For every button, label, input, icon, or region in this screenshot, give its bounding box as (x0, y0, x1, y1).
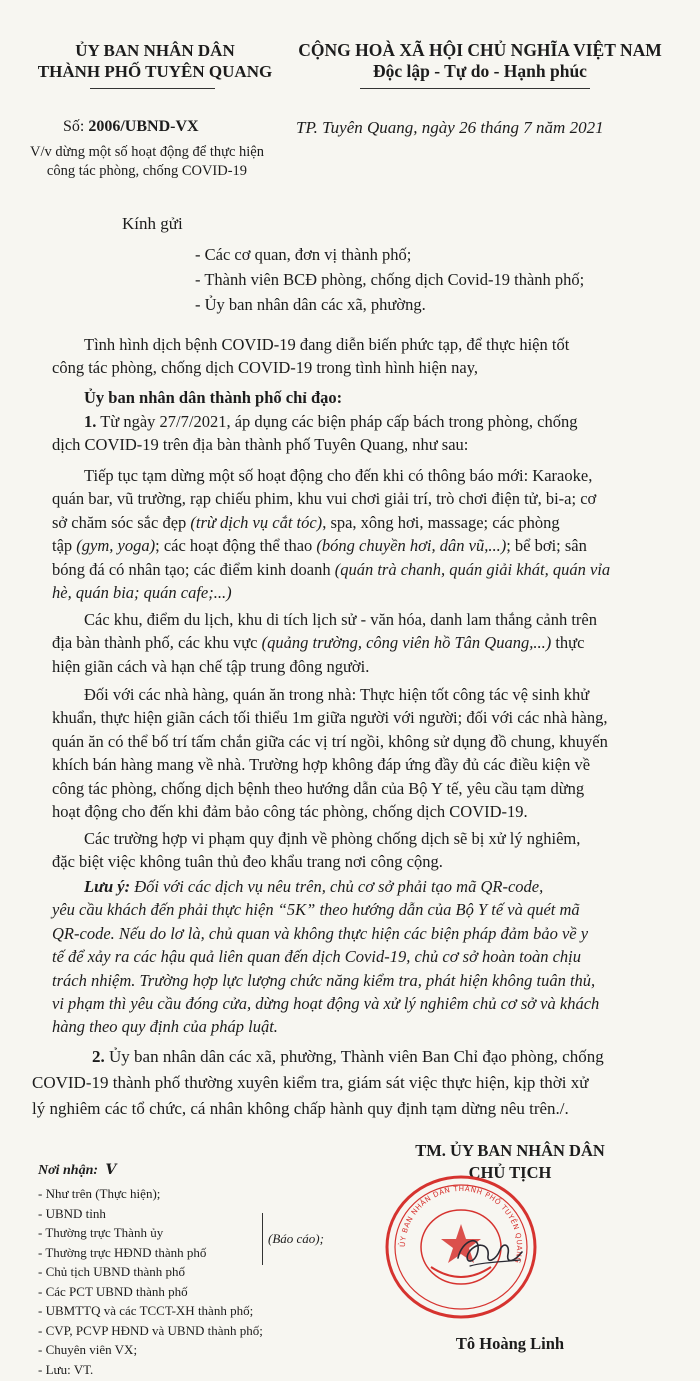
item-1: 1. Từ ngày 27/7/2021, áp dụng các biện pháp cấp bách trong phòng, chống dịch COVID-19 trên địa bàn thành phố Tuyên Quang, như sau: (52, 412, 578, 455)
issuing-agency (30, 40, 280, 82)
greeting: Kính gửi (122, 214, 183, 233)
check-mark: V (105, 1162, 117, 1178)
recipient: - UBND tỉnh (38, 1205, 106, 1221)
item-2: 2. Ủy ban nhân dân các xã, phường, Thành viên Ban Chỉ đạo phòng, chống COVID-19 thành phố thường xuyên kiểm tra, giám sát việc thực hiện, kịp thời xử lý nghiêm các tổ chức, cá nhân không chấp hành quy định tạm dừng nêu trên./. (32, 1047, 604, 1118)
agency-line-1: ỦY BAN NHÂN DÂN (75, 41, 235, 60)
recipient: - Thường trực Thành ủy (38, 1225, 164, 1240)
recipient: - Chuyên viên VX; (38, 1342, 138, 1357)
agency-underline (90, 88, 215, 89)
signature-title-1: TM. ỦY BAN NHÂN DÂN (415, 1141, 605, 1160)
addressee: - Các cơ quan, đơn vị thành phố; (195, 245, 412, 264)
item-1-number: 1. (84, 412, 97, 431)
recipient: - Lưu: VT. (38, 1361, 94, 1377)
national-motto (270, 40, 690, 82)
document-number-value: 2006/UBND-VX (88, 118, 199, 135)
restaurants-paragraph: Đối với các nhà hàng, quán ăn trong nhà: Thực hiện tốt công tác vệ sinh khử khuẩn, thực hiện giãn cách tối thiểu 1m giữa người với người; đối với các nhà hàng, quán ăn có thể bố trí tấm chắn giữa các vị trí ngồi, không sử dụng đồ chung, khuyến khích bán hàng mang về nhà. Trường hợp không đáp ứng đầy đủ các điều kiện về công tác phòng, chống dịch bệnh theo hướng dẫn của Bộ Y tế, yêu cầu tạm dừng hoạt động cho đến khi đảm bảo công tác phòng, chống dịch COVID-19. (52, 685, 608, 822)
addressee-list (195, 242, 584, 317)
signer-name: Tô Hoàng Linh (455, 1334, 565, 1353)
seal-text: ỦY BAN NHÂN DÂN THÀNH PHỐ TUYÊN QUANG (397, 1183, 525, 1265)
nation-line-2: Độc lập - Tự do - Hạnh phúc (373, 61, 587, 81)
addressee: - Thành viên BCĐ phòng, chống dịch Covid-19 thành phố; (195, 270, 585, 289)
violations-paragraph: Các trường hợp vi phạm quy định về phòng chống dịch sẽ bị xử lý nghiêm, đặc biệt việc không tuân thủ đeo khẩu trang nơi công cộng. (52, 829, 581, 872)
subject-line-2: công tác phòng, chống COVID-19 (46, 163, 248, 179)
place-and-date: TP. Tuyên Quang, ngày 26 tháng 7 năm 2021 (296, 118, 604, 137)
recipient: - UBMTTQ và các TCCT-XH thành phố; (38, 1303, 254, 1318)
report-note: (Báo cáo); (268, 1231, 324, 1246)
handwritten-signature-icon (450, 1220, 530, 1280)
document-number-label: Số: (63, 118, 85, 135)
suspended-activities-paragraph: Tiếp tục tạm dừng một số hoạt động cho đến khi có thông báo mới: Karaoke, quán bar, vũ trường, rạp chiếu phim, khu vui chơi giải trí, trò chơi điện tử, bi-a; cơ sở chăm sóc sắc đẹp (trừ dịch vụ cắt tóc), spa, xông hơi, massage; các phòng tập (gym, yoga); các hoạt động thể thao (bóng chuyền hơi, dân vũ,...); bể bơi; sân bóng đá có nhân tạo; các điểm kinh doanh (quán trà chanh, quán giải khát, quán vỉa hè, quán bia; quán cafe;...) (52, 466, 611, 603)
document-number (63, 118, 199, 136)
tourism-paragraph: Các khu, điểm du lịch, khu di tích lịch sử - văn hóa, danh lam thắng cảnh trên địa bàn thành phố, các khu vực (quảng trường, công viên hồ Tân Quang,...) thực hiện giãn cách và hạn chế tập trung đông người. (52, 610, 597, 676)
addressee: - Ủy ban nhân dân các xã, phường. (195, 295, 426, 314)
recipient: - Các PCT UBND thành phố (38, 1283, 188, 1299)
recipient: - Như trên (Thực hiện); (38, 1186, 161, 1201)
item-2-number: 2. (92, 1047, 105, 1066)
note-label: Lưu ý: (84, 877, 131, 896)
recipients-list (38, 1184, 263, 1379)
motto-underline (360, 88, 590, 89)
agency-line-2: THÀNH PHỐ TUYÊN QUANG (37, 62, 273, 81)
subject-line-1: V/v dừng một số hoạt động để thực hiện (30, 144, 264, 160)
subject (12, 143, 282, 181)
report-bracket (262, 1213, 263, 1265)
recipient: - CVP, PCVP HĐND và UBND thành phố; (38, 1322, 263, 1338)
recipient: - Chủ tịch UBND thành phố (38, 1264, 185, 1279)
directive-heading: Ủy ban nhân dân thành phố chỉ đạo: (84, 388, 343, 407)
recipients-title: Nơi nhận: V (38, 1162, 117, 1178)
signature-title-2: CHỦ TỊCH (468, 1163, 552, 1182)
recipient: - Thường trực HĐND thành phố (38, 1244, 207, 1260)
intro-paragraph: Tình hình dịch bệnh COVID-19 đang diễn biến phức tạp, để thực hiện tốt công tác phòng, chống dịch COVID-19 trong tình hình hiện nay, (52, 335, 570, 378)
note-paragraph: Lưu ý: Đối với các dịch vụ nêu trên, chủ cơ sở phải tạo mã QR-code, yêu cầu khách đến phải thực hiện “5K” theo hướng dẫn của Bộ Y tế và quét mã QR-code. Nếu do lơ là, chủ quan và không thực hiện các biện pháp đảm bảo về y tế để xảy ra các hậu quả liên quan đến dịch Covid-19, chủ cơ sở hoàn toàn chịu trách nhiệm. Trường hợp lực lượng chức năng kiểm tra, phát hiện không tuân thủ, vi phạm thì yêu cầu đóng cửa, dừng hoạt động và xử lý nghiêm chủ cơ sở và khách hàng theo quy định của pháp luật. (52, 877, 600, 1037)
nation-line-1: CỘNG HOÀ XÃ HỘI CHỦ NGHĨA VIỆT NAM (298, 40, 662, 60)
